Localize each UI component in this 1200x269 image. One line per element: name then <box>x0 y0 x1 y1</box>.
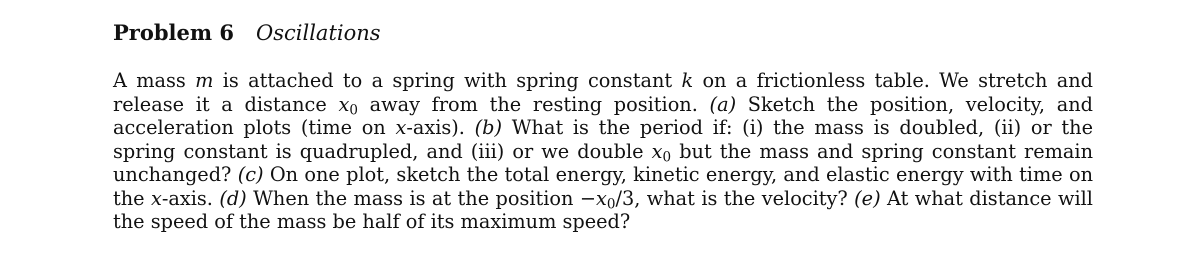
part-label-d: (d) <box>219 186 247 210</box>
text-segment: /3, what is the velocity? <box>615 186 848 210</box>
math-variable-mass: m <box>195 69 214 92</box>
math-variable-spring-constant: k <box>681 69 694 92</box>
text-segment: on a frictionless table. We stretch and release it a distance <box>113 69 1093 116</box>
part-label-c: (c) <box>237 163 264 186</box>
math-variable-initial-distance: $x_0$ <box>651 139 672 165</box>
math-expression-position: $-x_0$ <box>579 186 616 212</box>
math-variable-x-axis: x <box>150 186 162 210</box>
problem-statement <box>113 69 1093 234</box>
text-segment: -axis. <box>161 186 213 210</box>
math-variable-x-axis: x <box>395 116 407 139</box>
text-segment: but the mass and spring constant remain unchanged? <box>113 139 1093 186</box>
text-segment: When the mass is at the position <box>253 186 574 210</box>
text-segment: is attached to a spring with spring constant <box>222 69 673 92</box>
text-segment: A mass <box>113 69 186 92</box>
text-segment: What is the period if: (i) the mass is doubled, (ii) or the spring constant is quadrupled, and (iii) or we double <box>113 116 1093 163</box>
math-variable-initial-distance: $x_0$ <box>338 92 358 118</box>
part-label-e: (e) <box>854 186 881 210</box>
problem-number-label: Problem 6 <box>113 20 235 45</box>
text-segment: Sketch the position, velocity, and acceleration plots (time on <box>113 92 1093 139</box>
problem-header <box>113 20 381 46</box>
text-segment: away from the resting position. <box>369 92 698 116</box>
part-label-a: (a) <box>709 92 737 116</box>
problem-topic: Oscillations <box>256 21 381 45</box>
text-segment: At what distance will the speed of the mass be half of its maximum speed? <box>113 186 1093 233</box>
text-segment: -axis). <box>406 116 465 139</box>
part-label-b: (b) <box>474 116 503 139</box>
text-segment: On one plot, sketch the total energy, kinetic energy, and elastic energy with time on the <box>113 163 1093 210</box>
